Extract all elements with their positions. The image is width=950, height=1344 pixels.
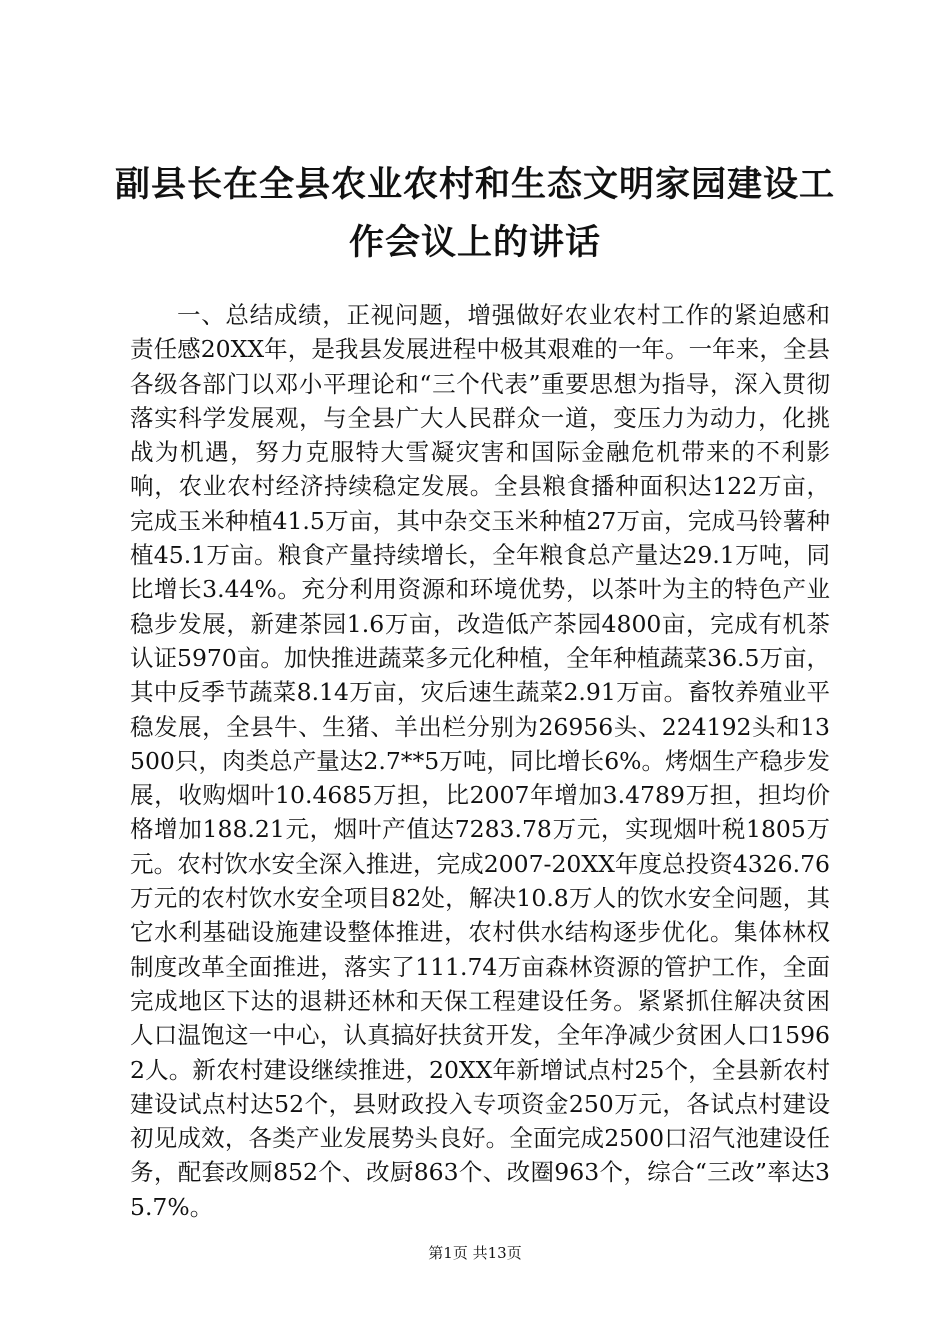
body-paragraph: 一、总结成绩，正视问题，增强做好农业农村工作的紧迫感和责任感20XX年，是我县发展进程中极其艰难的一年。一年来，全县各级各部门以邓小平理论和“三个代表”重要思想为指导，深入贯彻落实科学发展观，与全县广大人民群众一道，变压力为动力，化挑战为机遇，努力克服特大雪凝灾害和国际金融危机带来的不利影响，农业农村经济持续稳定发展。全县粮食播种面积达122万亩，完成玉米种植41.5万亩，其中杂交玉米种植27万亩，完成马铃薯种植45.1万亩。粮食产量持续增长，全年粮食总产量达29.1万吨，同比增长3.44%。充分利用资源和环境优势，以茶叶为主的特色产业稳步发展，新建茶园1.6万亩，改造低产茶园4800亩，完成有机茶认证5970亩。加快推进蔬菜多元化种植，全年种植蔬菜36.5万亩，其中反季节蔬菜8.14万亩，灾后速生蔬菜2.91万亩。畜牧养殖业平稳发展，全县牛、生猪、羊出栏分别为26956头、224192头和13500只，肉类总产量达2.7**5万吨，同比增长6%。烤烟生产稳步发展，收购烟叶10.4685万担，比2007年增加3.4789万担，担均价格增加188.21元，烟叶产值达7283.78万元，实现烟叶税1805万元。农村饮水安全深入推进，完成2007-20XX年度总投资4326.76万元的农村饮水安全项目82处，解决10.8万人的饮水安全问题，其它水利基础设施建设整体推进，农村供水结构逐步优化。集体林权制度改革全面推进，落实了111.74万亩森林资源的管护工作，全面完成地区下达的退耕还林和天保工程建设任务。紧紧抓住解决贫困人口温饱这一中心，认真搞好扶贫开发，全年净减少贫困人口15962人。新农村建设继续推进，20XX年新增试点村25个，全县新农村建设试点村达52个，县财政投入专项资金250万元，各试点村建设初见成效，各类产业发展势头良好。全面完成2500口沼气池建设任务，配套改厕852个、改厨863个、改圈963个，综合“三改”率达35.7%。	[130, 301, 830, 1221]
page-footer: 第1页 共13页	[428, 1244, 522, 1262]
document-title: 副县长在全县农业农村和生态文明家园建设工作会议上的讲话	[114, 164, 835, 263]
